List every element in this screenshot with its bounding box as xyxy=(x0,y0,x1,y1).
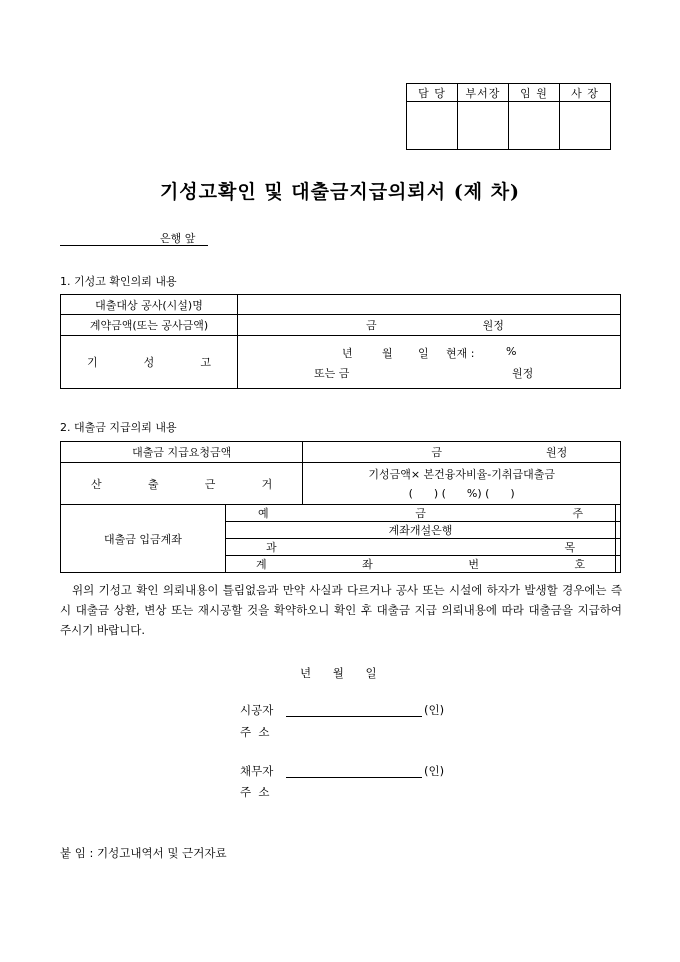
requested-amount-label: 대출금 지급요청금액 xyxy=(61,442,303,463)
contract-amount-label: 계약금액(또는 공사금액) xyxy=(61,315,238,336)
account-type-char-1: 과 xyxy=(266,541,277,554)
contract-amount-suffix: 원정 xyxy=(482,319,504,332)
progress-amount-suffix: 원정 xyxy=(512,367,534,380)
approval-sign-executive[interactable] xyxy=(509,102,560,150)
contract-amount-field[interactable] xyxy=(238,315,621,336)
calculation-formula: 기성금액× 본건융자비율-기취급대출금 xyxy=(368,467,556,481)
account-holder-char-2: 금 xyxy=(415,507,426,520)
account-holder-char-3: 주 xyxy=(572,507,584,520)
account-holder-char-1: 예 xyxy=(258,507,269,520)
approval-header-president: 사 장 xyxy=(560,84,611,102)
debtor-label: 채무자 xyxy=(240,764,274,778)
pledge-paragraph: 위의 기성고 확인 의뢰내용이 틀림없음과 만약 사실과 다르거나 공사 또는 시설에 하자가 발생할 경우에는 즉시 대출금 상환, 변상 또는 재시공할 것을 확약하오니 확인 후 대출금 지급 의뢰내용에 따라 대출금을 지급하여 주시기 바랍니다. xyxy=(60,583,622,637)
section1-heading: 1. 기성고 확인의뢰 내용 xyxy=(60,275,177,288)
account-number-char-1: 계 xyxy=(256,558,267,571)
approval-header-executive: 임 원 xyxy=(509,84,560,102)
contract-amount-prefix: 금 xyxy=(366,319,377,332)
calc-label-char-1: 산 xyxy=(91,477,102,491)
requested-amount-suffix: 원정 xyxy=(545,446,568,459)
account-number-char-2: 좌 xyxy=(362,558,373,571)
requested-amount-prefix: 금 xyxy=(431,446,442,459)
contractor-seal: (인) xyxy=(424,703,445,717)
account-number-char-4: 호 xyxy=(574,558,586,571)
bank-suffix: 은행 앞 xyxy=(160,232,196,245)
calculation-basis-field[interactable] xyxy=(303,463,621,505)
account-type-char-2: 목 xyxy=(564,541,576,554)
project-name-field[interactable] xyxy=(238,295,621,315)
progress-year: 년 xyxy=(342,347,353,360)
deposit-account-label: 대출금 입금계좌 xyxy=(61,505,226,573)
progress-percent: % xyxy=(506,345,517,358)
calculation-blanks: ( ) ( %) ( ) xyxy=(408,486,515,500)
progress-label-char-2: 성 xyxy=(143,356,155,369)
inspection-request-table xyxy=(60,294,621,389)
contractor-label: 시공자 xyxy=(240,703,274,717)
progress-label-char-1: 기 xyxy=(87,356,98,369)
debtor-address-label: 주 소 xyxy=(240,785,270,799)
progress-day: 일 xyxy=(418,347,429,360)
requested-amount-field[interactable] xyxy=(303,442,621,463)
progress-field[interactable] xyxy=(238,336,621,389)
approval-sign-staff[interactable] xyxy=(407,102,458,150)
calc-label-char-4: 거 xyxy=(261,477,273,491)
account-number-field[interactable] xyxy=(616,556,621,573)
approval-box xyxy=(406,83,611,150)
account-number-label xyxy=(226,556,616,573)
progress-label-char-3: 고 xyxy=(200,356,211,369)
account-type-label xyxy=(226,539,616,556)
calculation-basis-label xyxy=(61,463,303,505)
approval-header-staff: 담 당 xyxy=(407,84,458,102)
account-holder-field[interactable] xyxy=(616,505,621,522)
contractor-address-label: 주 소 xyxy=(240,725,270,739)
account-number-char-3: 번 xyxy=(468,558,479,571)
debtor-name-field[interactable] xyxy=(286,763,422,778)
account-type-field[interactable] xyxy=(616,539,621,556)
attachment-note: 붙 임 : 기성고내역서 및 근거자료 xyxy=(60,846,227,860)
progress-month: 월 xyxy=(382,347,393,360)
approval-sign-president[interactable] xyxy=(560,102,611,150)
section2-heading: 2. 대출금 지급의뢰 내용 xyxy=(60,421,177,434)
contractor-name-field[interactable] xyxy=(286,702,422,717)
calc-label-char-2: 출 xyxy=(147,477,159,491)
date-line[interactable]: 년 월 일 xyxy=(300,666,377,680)
progress-label xyxy=(61,336,238,389)
calc-label-char-3: 근 xyxy=(204,477,216,491)
loan-request-table xyxy=(60,441,621,573)
account-bank-field[interactable] xyxy=(616,522,621,539)
account-bank-label: 계좌개설은행 xyxy=(226,522,616,539)
debtor-seal: (인) xyxy=(424,764,445,778)
account-holder-label xyxy=(226,505,616,522)
approval-header-dept-head: 부서장 xyxy=(458,84,509,102)
progress-as-of: 현재 : xyxy=(446,347,475,360)
approval-sign-dept-head[interactable] xyxy=(458,102,509,150)
progress-amount-prefix: 또는 금 xyxy=(314,367,350,380)
document-title: 기성고확인 및 대출금지급의뢰서 (제 차) xyxy=(159,181,521,203)
project-name-label: 대출대상 공사(시설)명 xyxy=(61,295,238,315)
